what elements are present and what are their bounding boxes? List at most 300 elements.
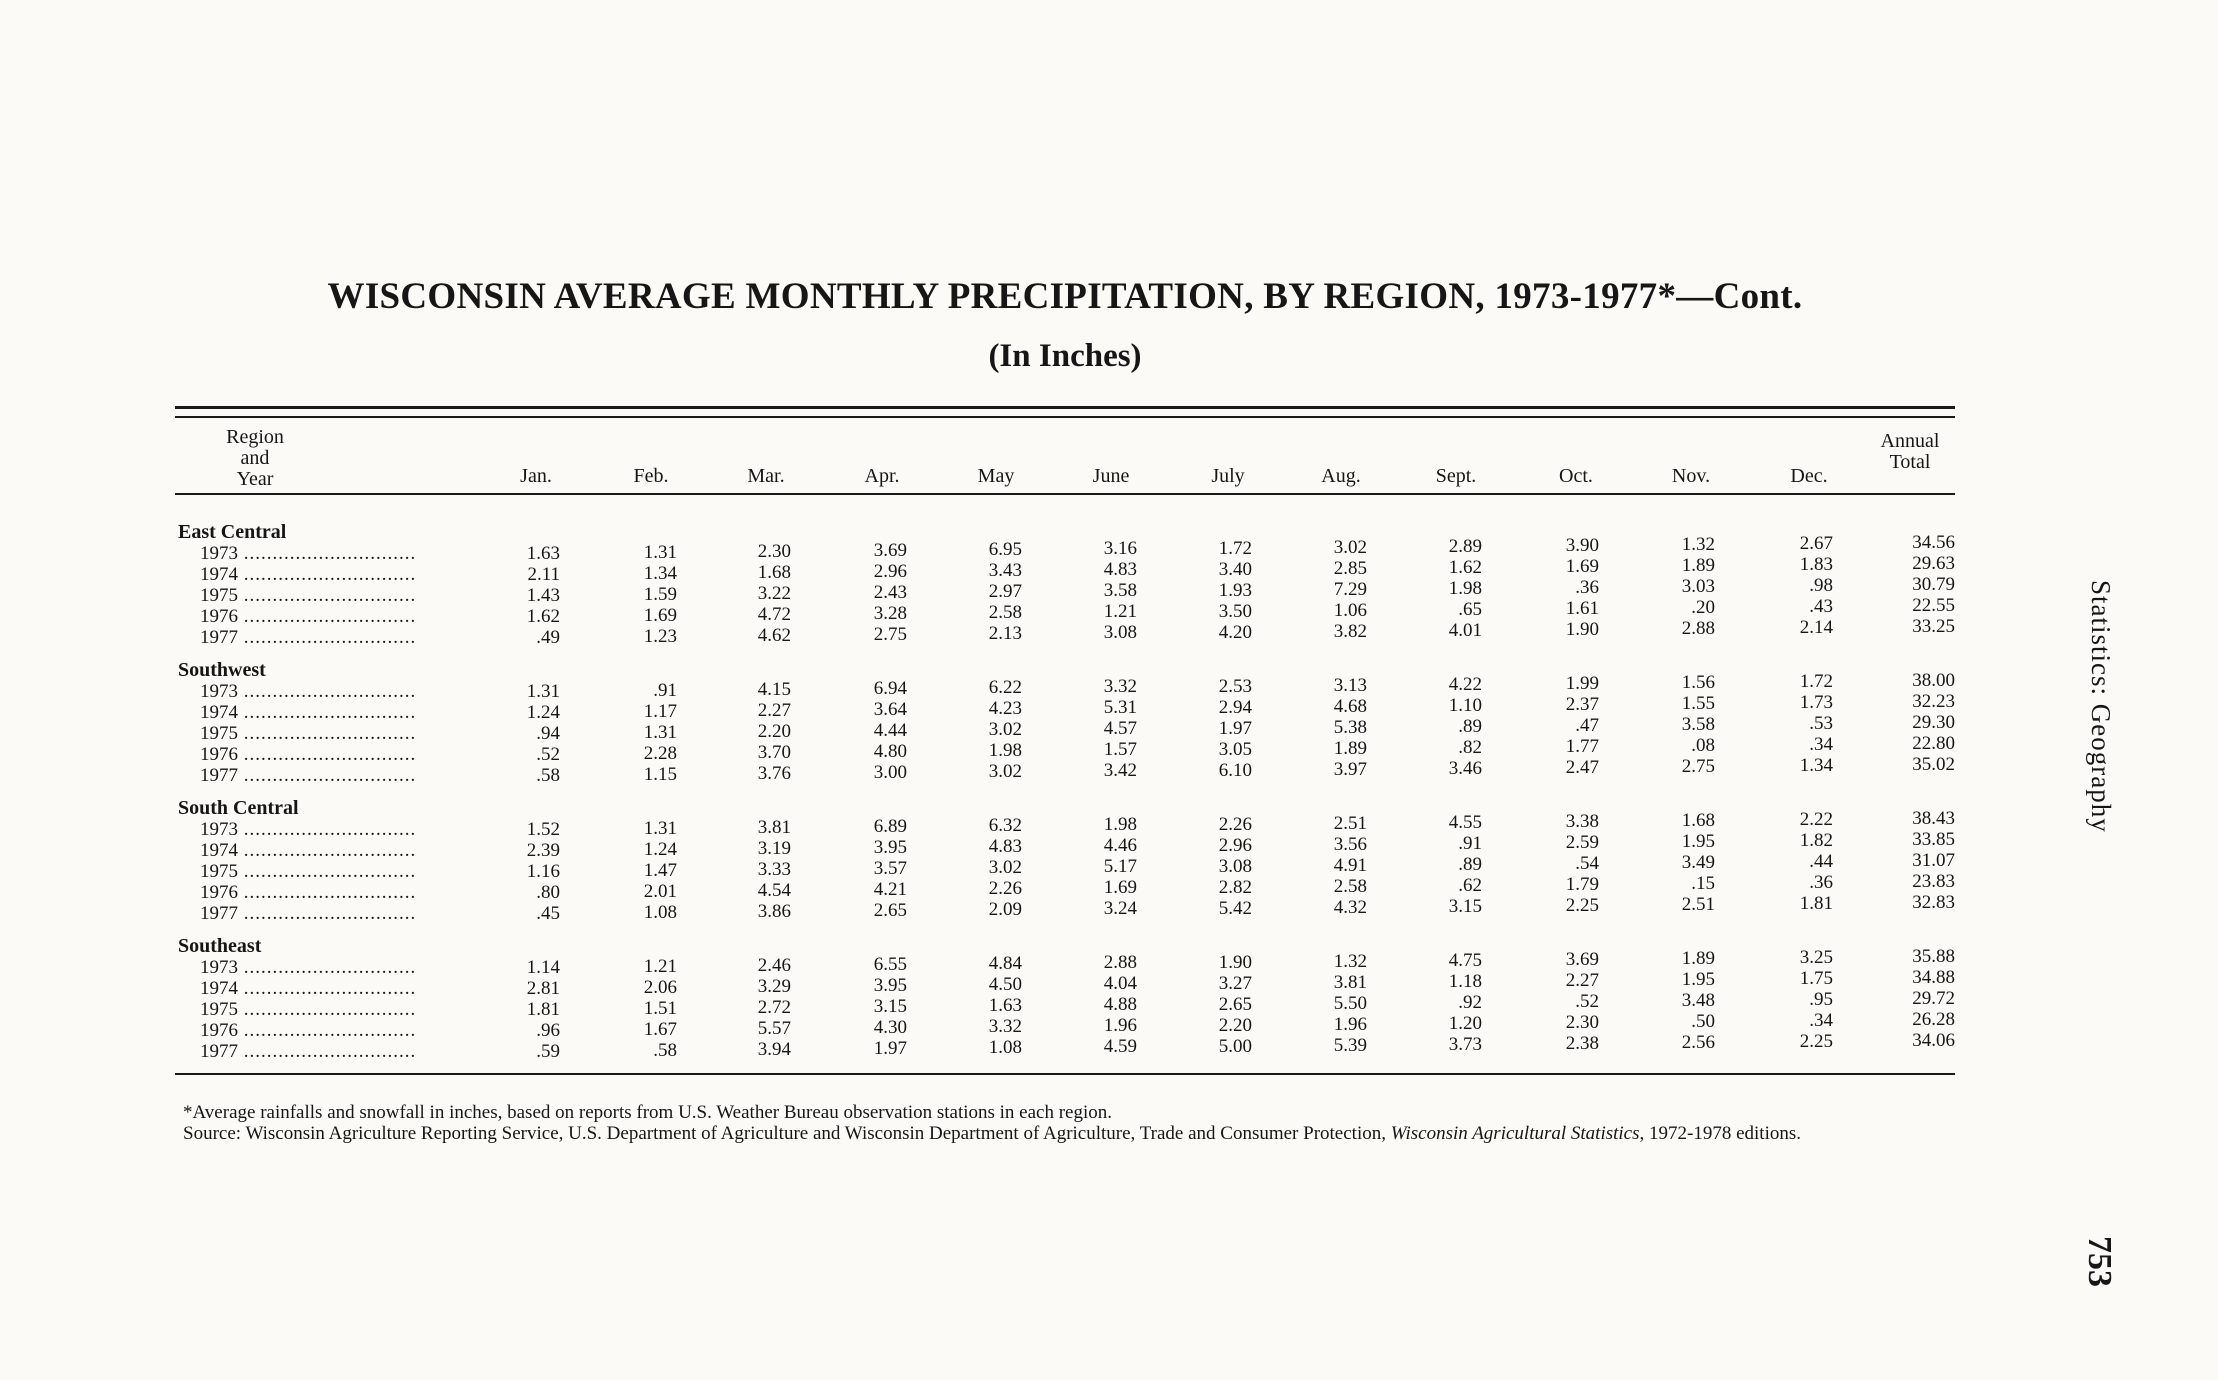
table-cell: 4.91	[1333, 855, 1367, 876]
leader-dots: ..............................	[238, 903, 417, 924]
table-cell: 3.05	[1218, 739, 1252, 760]
table-cell: 2.20	[757, 721, 791, 742]
table-cell: 3.49	[1681, 852, 1715, 873]
annual-total-cell: 29.72	[1912, 988, 1955, 1009]
table-cell: 1.14	[526, 957, 560, 978]
annual-total-cell: 34.06	[1912, 1030, 1955, 1051]
year-label	[200, 1041, 440, 1063]
table-cell: .15	[1691, 873, 1715, 894]
source-prefix: Source: Wisconsin Agriculture Reporting Service, U.S. Department of Agriculture and Wisconsin Department of Agriculture, Trade and Consumer Protection,	[183, 1123, 1391, 1144]
leader-dots: ..............................	[238, 627, 417, 648]
table-cell: 2.72	[757, 997, 791, 1018]
table-cell: 4.62	[757, 625, 791, 646]
table-cell: 1.72	[1218, 538, 1252, 559]
year-label	[200, 861, 440, 883]
table-cell: 2.25	[1565, 895, 1599, 916]
header-region-and-year	[200, 427, 310, 490]
table-cell: 3.02	[988, 857, 1022, 878]
leader-dots: ..............................	[238, 681, 417, 702]
table-cell: 1.63	[988, 995, 1022, 1016]
header-month: June	[1092, 465, 1130, 487]
table-cell: 1.17	[643, 701, 677, 722]
table-cell: 3.15	[1448, 896, 1482, 917]
table-cell: 2.96	[1218, 835, 1252, 856]
table-cell: 1.20	[1448, 1013, 1482, 1034]
year-text: 1973	[200, 957, 238, 978]
table-cell: 4.23	[988, 698, 1022, 719]
table-cell: 1.21	[1103, 601, 1137, 622]
header-month: Jan.	[520, 465, 552, 487]
table-cell: .45	[536, 903, 560, 924]
source-title: Wisconsin Agricultural Statistics	[1390, 1123, 1640, 1144]
table-cell: 3.15	[873, 996, 907, 1017]
annual-total-cell: 33.85	[1912, 829, 1955, 850]
table-cell: 2.67	[1799, 533, 1833, 554]
year-text: 1976	[200, 882, 238, 903]
table-cell: .59	[536, 1041, 560, 1062]
table-cell: 1.89	[1333, 738, 1367, 759]
table-cell: 1.95	[1681, 831, 1715, 852]
table-cell: 3.46	[1448, 758, 1482, 779]
annual-total-cell: 26.28	[1912, 1009, 1955, 1030]
annual-total-cell: 31.07	[1912, 850, 1955, 871]
table-cell: 2.88	[1103, 952, 1137, 973]
table-cell: 3.02	[988, 719, 1022, 740]
table-cell: 1.73	[1799, 692, 1833, 713]
table-cell: 1.32	[1681, 534, 1715, 555]
year-text: 1974	[200, 840, 238, 861]
table-cell: .94	[536, 723, 560, 744]
running-head: Statistics: Geography	[2086, 580, 2116, 833]
table-cell: 1.63	[526, 543, 560, 564]
table-cell: 3.13	[1333, 675, 1367, 696]
table-cell: 1.15	[643, 764, 677, 785]
table-cell: 1.97	[873, 1038, 907, 1059]
table-cell: 4.84	[988, 953, 1022, 974]
header-month: Nov.	[1671, 465, 1711, 487]
year-text: 1977	[200, 1041, 238, 1062]
year-label	[200, 744, 440, 766]
table-cell: 5.50	[1333, 993, 1367, 1014]
table-cell: 3.22	[757, 583, 791, 604]
table-cell: 1.69	[1565, 556, 1599, 577]
table-cell: 4.30	[873, 1017, 907, 1038]
table-cell: 3.81	[1333, 972, 1367, 993]
table-cell: 3.97	[1333, 759, 1367, 780]
table-cell: 2.85	[1333, 558, 1367, 579]
year-label	[200, 681, 440, 703]
annual-total-cell: 32.83	[1912, 892, 1955, 913]
header-month: Dec.	[1790, 465, 1828, 487]
table-cell: 4.68	[1333, 696, 1367, 717]
table-cell: 3.43	[988, 560, 1022, 581]
table-subtitle: (In Inches)	[988, 338, 1142, 374]
table-cell: 4.46	[1103, 835, 1137, 856]
leader-dots: ..............................	[238, 840, 417, 861]
table-cell: 1.81	[1799, 893, 1833, 914]
table-cell: 1.67	[643, 1019, 677, 1040]
table-cell: 2.46	[757, 955, 791, 976]
table-cell: 2.13	[988, 623, 1022, 644]
header-month: Apr.	[864, 465, 900, 487]
table-cell: 3.95	[873, 837, 907, 858]
table-cell: 1.72	[1799, 671, 1833, 692]
table-cell: 3.03	[1681, 576, 1715, 597]
region-name: Southwest	[178, 659, 266, 681]
table-cell: 1.62	[1448, 557, 1482, 578]
table-cell: .82	[1458, 737, 1482, 758]
header-month: Feb.	[633, 465, 669, 487]
table-cell: 3.42	[1103, 760, 1137, 781]
table-cell: 1.98	[1103, 814, 1137, 835]
annual-total-cell: 29.30	[1912, 712, 1955, 733]
top-rule	[175, 406, 1955, 409]
leader-dots: ..............................	[238, 702, 417, 723]
table-cell: 3.02	[1333, 537, 1367, 558]
table-cell: 5.00	[1218, 1036, 1252, 1057]
table-cell: 3.32	[1103, 676, 1137, 697]
table-cell: 2.06	[643, 977, 677, 998]
table-cell: 2.09	[988, 899, 1022, 920]
leader-dots: ..............................	[238, 744, 417, 765]
year-text: 1976	[200, 744, 238, 765]
table-cell: 2.58	[988, 602, 1022, 623]
year-label	[200, 957, 440, 979]
table-cell: 1.89	[1681, 555, 1715, 576]
table-cell: 4.80	[873, 741, 907, 762]
table-cell: 3.76	[757, 763, 791, 784]
table-cell: 3.69	[873, 540, 907, 561]
table-cell: 2.89	[1448, 536, 1482, 557]
annual-total-cell: 29.63	[1912, 553, 1955, 574]
table-cell: 1.96	[1333, 1014, 1367, 1035]
year-text: 1976	[200, 1020, 238, 1041]
table-cell: 4.54	[757, 880, 791, 901]
table-cell: 2.43	[873, 582, 907, 603]
table-cell: 3.08	[1103, 622, 1137, 643]
table-cell: 6.22	[988, 677, 1022, 698]
table-cell: 3.82	[1333, 621, 1367, 642]
table-cell: 3.16	[1103, 538, 1137, 559]
table-cell: 2.30	[757, 541, 791, 562]
table-cell: 3.86	[757, 901, 791, 922]
leader-dots: ..............................	[238, 819, 417, 840]
table-cell: 2.11	[527, 564, 560, 585]
header-annual-line: Total	[1889, 451, 1931, 473]
leader-dots: ..............................	[238, 861, 417, 882]
table-cell: .98	[1809, 575, 1833, 596]
region-name: East Central	[178, 521, 287, 543]
header-rule	[175, 493, 1955, 495]
table-cell: .34	[1809, 734, 1833, 755]
table-cell: 1.31	[643, 542, 677, 563]
table-cell: 1.52	[526, 819, 560, 840]
table-cell: 1.08	[643, 902, 677, 923]
table-cell: 3.00	[873, 762, 907, 783]
table-cell: 2.27	[1565, 970, 1599, 991]
footnote-text: *Average rainfalls and snowfall in inches, based on reports from U.S. Weather Bureau observation stations in each region.	[183, 1102, 1113, 1123]
annual-total-cell: 23.83	[1912, 871, 1955, 892]
header-month: Oct.	[1559, 465, 1593, 487]
table-cell: 6.10	[1218, 760, 1252, 781]
table-cell: 1.61	[1565, 598, 1599, 619]
annual-total-cell: 34.56	[1912, 532, 1955, 553]
table-cell: .47	[1575, 715, 1599, 736]
table-cell: .54	[1575, 853, 1599, 874]
annual-total-cell: 38.00	[1912, 670, 1955, 691]
table-cell: 5.38	[1333, 717, 1367, 738]
table-cell: 4.20	[1218, 622, 1252, 643]
table-cell: 3.81	[757, 817, 791, 838]
table-cell: 3.48	[1681, 990, 1715, 1011]
footnotes	[183, 1102, 1963, 1144]
year-label	[200, 882, 440, 904]
leader-dots: ..............................	[238, 999, 417, 1020]
table-cell: 3.40	[1218, 559, 1252, 580]
annual-total-cell: 32.23	[1912, 691, 1955, 712]
year-text: 1977	[200, 903, 238, 924]
table-cell: 4.83	[988, 836, 1022, 857]
table-cell: 3.08	[1218, 856, 1252, 877]
table-cell: 2.26	[1218, 814, 1252, 835]
table-cell: 2.65	[873, 900, 907, 921]
leader-dots: ..............................	[238, 1041, 417, 1062]
year-text: 1974	[200, 978, 238, 999]
region-name: Southeast	[178, 935, 262, 957]
table-cell: 1.57	[1103, 739, 1137, 760]
table-cell: 2.26	[988, 878, 1022, 899]
table-cell: 2.53	[1218, 676, 1252, 697]
table-cell: 2.51	[1681, 894, 1715, 915]
table-cell: 2.38	[1565, 1033, 1599, 1054]
year-label	[200, 543, 440, 565]
table-cell: 3.32	[988, 1016, 1022, 1037]
table-cell: 5.17	[1103, 856, 1137, 877]
table-cell: 3.24	[1103, 898, 1137, 919]
table-cell: 2.97	[988, 581, 1022, 602]
header-region-line: and	[240, 447, 270, 469]
region-name: South Central	[178, 797, 299, 819]
table-cell: 1.31	[643, 818, 677, 839]
leader-dots: ..............................	[238, 765, 417, 786]
year-text: 1975	[200, 999, 238, 1020]
year-text: 1973	[200, 543, 238, 564]
table-cell: 1.96	[1103, 1015, 1137, 1036]
table-cell: 1.24	[643, 839, 677, 860]
table-cell: 3.25	[1799, 947, 1833, 968]
table-cell: .43	[1809, 596, 1833, 617]
table-cell: 1.16	[526, 861, 560, 882]
table-cell: 3.69	[1565, 949, 1599, 970]
year-label	[200, 1020, 440, 1042]
bottom-rule	[175, 1073, 1955, 1075]
table-cell: .44	[1809, 851, 1833, 872]
header-month: Mar.	[747, 465, 785, 487]
table-cell: 6.55	[873, 954, 907, 975]
table-cell: 2.01	[643, 881, 677, 902]
table-cell: 2.82	[1218, 877, 1252, 898]
table-cell: 4.88	[1103, 994, 1137, 1015]
table-cell: 3.57	[873, 858, 907, 879]
table-cell: 2.88	[1681, 618, 1715, 639]
header-month: Aug.	[1321, 465, 1361, 487]
table-cell: 1.95	[1681, 969, 1715, 990]
table-cell: 1.32	[1333, 951, 1367, 972]
table-cell: .08	[1691, 735, 1715, 756]
table-cell: .80	[536, 882, 560, 903]
annual-total-cell: 35.88	[1912, 946, 1955, 967]
leader-dots: ..............................	[238, 564, 417, 585]
year-text: 1973	[200, 681, 238, 702]
table-cell: .89	[1458, 716, 1482, 737]
header-month: May	[977, 465, 1015, 487]
table-cell: 1.59	[643, 584, 677, 605]
table-cell: 2.37	[1565, 694, 1599, 715]
table-cell: 3.58	[1681, 714, 1715, 735]
table-cell: 1.34	[643, 563, 677, 584]
table-cell: .50	[1691, 1011, 1715, 1032]
header-annual-line: Annual	[1880, 430, 1940, 452]
table-cell: 2.28	[643, 743, 677, 764]
table-cell: 4.22	[1448, 674, 1482, 695]
table-cell: 1.89	[1681, 948, 1715, 969]
table-cell: 4.44	[873, 720, 907, 741]
table-cell: 1.62	[526, 606, 560, 627]
header-month: Sept.	[1435, 465, 1477, 487]
table-cell: 1.10	[1448, 695, 1482, 716]
table-cell: 1.56	[1681, 672, 1715, 693]
table-cell: .58	[653, 1040, 677, 1061]
year-text: 1975	[200, 861, 238, 882]
table-title: WISCONSIN AVERAGE MONTHLY PRECIPITATION, BY REGION, 1973-1977*—Cont.	[327, 276, 1803, 317]
table-cell: .36	[1575, 577, 1599, 598]
year-label	[200, 765, 440, 787]
table-cell: .91	[1458, 833, 1482, 854]
table-cell: 1.18	[1448, 971, 1482, 992]
annual-total-cell: 35.02	[1912, 754, 1955, 775]
table-cell: 1.51	[643, 998, 677, 1019]
table-cell: 4.04	[1103, 973, 1137, 994]
table-cell: .36	[1809, 872, 1833, 893]
table-cell: 1.75	[1799, 968, 1833, 989]
table-cell: 3.95	[873, 975, 907, 996]
table-cell: 2.56	[1681, 1032, 1715, 1053]
table-cell: 1.98	[1448, 578, 1482, 599]
table-cell: .34	[1809, 1010, 1833, 1031]
table-cell: 1.77	[1565, 736, 1599, 757]
table-cell: 3.90	[1565, 535, 1599, 556]
table-cell: 4.59	[1103, 1036, 1137, 1057]
table-cell: 2.65	[1218, 994, 1252, 1015]
year-label	[200, 627, 440, 649]
table-cell: 2.22	[1799, 809, 1833, 830]
table-cell: 3.27	[1218, 973, 1252, 994]
page-number: 753	[2081, 1236, 2118, 1287]
table-cell: 1.06	[1333, 600, 1367, 621]
table-cell: .96	[536, 1020, 560, 1041]
table-cell: 1.93	[1218, 580, 1252, 601]
table-cell: 3.56	[1333, 834, 1367, 855]
table-cell: 2.59	[1565, 832, 1599, 853]
annual-total-cell: 38.43	[1912, 808, 1955, 829]
year-label	[200, 978, 440, 1000]
table-cell: 4.75	[1448, 950, 1482, 971]
table-cell: .53	[1809, 713, 1833, 734]
year-text: 1977	[200, 627, 238, 648]
table-cell: 1.21	[643, 956, 677, 977]
table-cell: .52	[1575, 991, 1599, 1012]
table-cell: 6.32	[988, 815, 1022, 836]
year-text: 1975	[200, 723, 238, 744]
table-cell: 3.19	[757, 838, 791, 859]
table-cell: 3.02	[988, 761, 1022, 782]
table-cell: 3.58	[1103, 580, 1137, 601]
table-cell: 6.94	[873, 678, 907, 699]
table-cell: 1.24	[526, 702, 560, 723]
table-cell: .65	[1458, 599, 1482, 620]
leader-dots: ..............................	[238, 723, 417, 744]
year-label	[200, 999, 440, 1021]
table-cell: 2.47	[1565, 757, 1599, 778]
table-cell: 1.90	[1565, 619, 1599, 640]
table-cell: 4.57	[1103, 718, 1137, 739]
table-cell: 3.73	[1448, 1034, 1482, 1055]
table-cell: 2.30	[1565, 1012, 1599, 1033]
header-annual-total	[1855, 431, 1965, 473]
table-cell: 1.69	[1103, 877, 1137, 898]
table-cell: 1.31	[526, 681, 560, 702]
year-text: 1976	[200, 606, 238, 627]
year-label	[200, 585, 440, 607]
table-cell: .92	[1458, 992, 1482, 1013]
year-text: 1974	[200, 702, 238, 723]
annual-total-cell: 22.80	[1912, 733, 1955, 754]
table-cell: 4.21	[873, 879, 907, 900]
annual-total-cell: 34.88	[1912, 967, 1955, 988]
table-cell: 1.43	[526, 585, 560, 606]
year-text: 1973	[200, 819, 238, 840]
table-cell: 3.29	[757, 976, 791, 997]
leader-dots: ..............................	[238, 882, 417, 903]
table-cell: 1.23	[643, 626, 677, 647]
table-cell: 3.33	[757, 859, 791, 880]
table-cell: .49	[536, 627, 560, 648]
table-cell: 1.83	[1799, 554, 1833, 575]
table-cell: 1.90	[1218, 952, 1252, 973]
table-cell: 4.72	[757, 604, 791, 625]
table-cell: 6.95	[988, 539, 1022, 560]
year-label	[200, 606, 440, 628]
table-cell: 6.89	[873, 816, 907, 837]
table-cell: .91	[653, 680, 677, 701]
year-label	[200, 840, 440, 862]
table-cell: 4.50	[988, 974, 1022, 995]
table-cell: 4.32	[1333, 897, 1367, 918]
table-cell: 1.79	[1565, 874, 1599, 895]
table-cell: 2.39	[526, 840, 560, 861]
table-cell: 4.83	[1103, 559, 1137, 580]
leader-dots: ..............................	[238, 1020, 417, 1041]
leader-dots: ..............................	[238, 585, 417, 606]
table-cell: 2.25	[1799, 1031, 1833, 1052]
table-cell: 2.75	[1681, 756, 1715, 777]
table-cell: 1.97	[1218, 718, 1252, 739]
table-cell: .89	[1458, 854, 1482, 875]
leader-dots: ..............................	[238, 957, 417, 978]
year-label	[200, 903, 440, 925]
year-label	[200, 564, 440, 586]
table-cell: .95	[1809, 989, 1833, 1010]
